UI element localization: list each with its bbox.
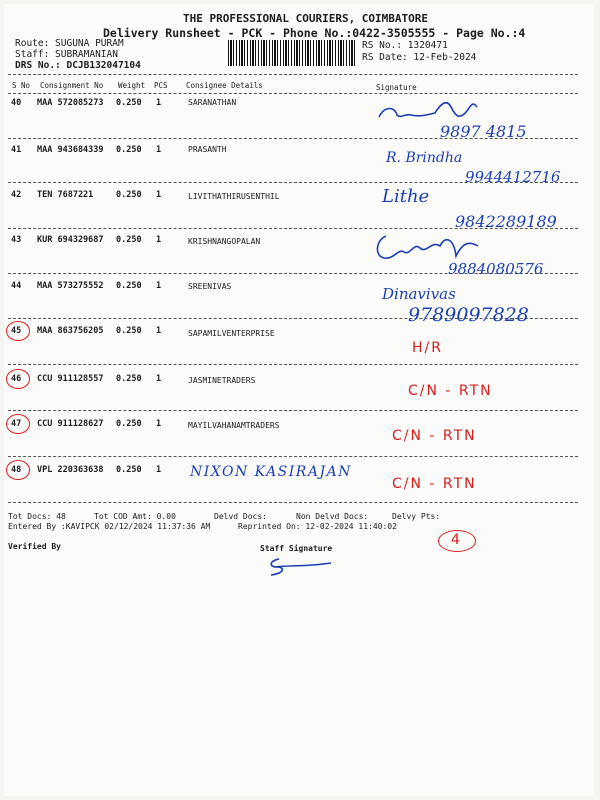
row-consignment: CCU 911128627	[37, 419, 104, 429]
rs-number: RS No.: 1320471	[362, 40, 448, 51]
row-pcs: 1	[156, 419, 162, 429]
row-consignee: KRISHNANGOPALAN	[188, 237, 261, 246]
row-separator	[8, 502, 578, 503]
row-consignee: PRASANTH	[188, 145, 227, 154]
row-46-circle	[6, 369, 30, 389]
row-sno: 47	[11, 419, 22, 429]
row-consignment: MAA 572085273	[37, 98, 104, 108]
row-sno: 45	[11, 326, 22, 336]
row-consignment: MAA 943684339	[37, 145, 104, 155]
row-consignee: MAYILVAHANAMTRADERS	[188, 421, 280, 430]
runsheet-title: Delivery Runsheet - PCK - Phone No.:0422-3505555 - Page No.:4	[103, 26, 526, 40]
row-weight: 0.250	[116, 281, 142, 291]
row-pcs: 1	[156, 281, 162, 291]
row-weight: 0.250	[116, 419, 142, 429]
row-consignment: CCU 911128557	[37, 374, 104, 384]
row-sno: 43	[11, 235, 22, 245]
row-45-circle	[6, 321, 30, 341]
row-45-note: H/R	[412, 340, 443, 356]
row-separator	[8, 456, 578, 457]
reprinted-on: Reprinted On: 12-02-2024 11:40:02	[238, 522, 397, 531]
row-weight: 0.250	[116, 465, 142, 475]
row-44-signature: Dinavivas	[382, 285, 456, 303]
staff: Staff: SUBRAMANIAN	[15, 49, 118, 60]
staff-signature	[265, 555, 337, 579]
row-pcs: 1	[156, 465, 162, 475]
row-48-note: C/N - RTN	[392, 476, 477, 492]
row-weight: 0.250	[116, 374, 142, 384]
row-weight: 0.250	[116, 98, 142, 108]
rs-date: RS Date: 12-Feb-2024	[362, 52, 477, 63]
row-weight: 0.250	[116, 145, 142, 155]
row-consignment: MAA 863756205	[37, 326, 104, 336]
row-43-phone: 9884080576	[448, 260, 544, 278]
total-docs: Tot Docs: 48	[8, 512, 66, 521]
row-46-note: C/N - RTN	[408, 383, 493, 399]
col-pcs: PCS	[154, 81, 168, 90]
row-sno: 40	[11, 98, 22, 108]
row-44-phone: 9789097828	[408, 304, 529, 326]
row-pcs: 1	[156, 326, 162, 336]
row-42-signature: Lithe	[382, 186, 430, 207]
col-weight: Weight	[118, 81, 146, 90]
row-separator	[8, 364, 578, 365]
total-cod: Tot COD Amt: 0.00	[94, 512, 176, 521]
header-separator	[8, 74, 578, 75]
row-pcs: 1	[156, 145, 162, 155]
row-pcs: 1	[156, 98, 162, 108]
row-consignee: SREENIVAS	[188, 282, 232, 291]
row-consignee: SARANATHAN	[188, 98, 237, 107]
row-consignment: KUR 694329687	[37, 235, 104, 245]
entered-by: Entered By :KAVIPCK 02/12/2024 11:37:36 AM	[8, 522, 211, 531]
row-consignee: SAPAMILVENTERPRISE	[188, 329, 275, 338]
col-consignee: Consignee Details	[186, 81, 263, 90]
row-42-phone: 9842289189	[455, 212, 557, 231]
row-consignee: LIVITHATHIRUSENTHIL	[188, 192, 280, 201]
page-number-handwritten: 4	[451, 532, 462, 548]
row-consignment: VPL 220363638	[37, 465, 104, 475]
non-delivered-docs: Non Delvd Docs:	[296, 512, 369, 521]
drs-number: DRS No.: DCJB132047104	[15, 60, 141, 71]
row-consignment: TEN 7687221	[37, 190, 94, 200]
route: Route: SUGUNA PURAM	[15, 38, 124, 49]
col-sno: S No	[12, 81, 31, 90]
row-41-name: R. Brindha	[386, 150, 463, 166]
row-sno: 41	[11, 145, 22, 155]
row-sno: 42	[11, 190, 22, 200]
row-sno: 48	[11, 465, 22, 475]
row-consignee: JASMINETRADERS	[188, 376, 256, 385]
row-47-note: C/N - RTN	[392, 428, 477, 444]
row-48-consignee-handwritten: NIXON KASIRAJAN	[190, 464, 352, 480]
row-40-phone: 9897 4815	[440, 122, 527, 141]
row-pcs: 1	[156, 190, 162, 200]
row-consignment: MAA 573275552	[37, 281, 104, 291]
row-weight: 0.250	[116, 235, 142, 245]
staff-signature-label: Staff Signature	[260, 544, 333, 553]
row-47-circle	[6, 414, 30, 434]
delivery-points: Delvy Pts:	[392, 512, 441, 521]
row-sno: 44	[11, 281, 22, 291]
row-41-phone: 9944412716	[465, 168, 561, 186]
row-weight: 0.250	[116, 326, 142, 336]
col-signature: Signature	[376, 83, 417, 92]
barcode	[228, 40, 356, 66]
verified-by: Verified By	[8, 542, 61, 551]
row-sno: 46	[11, 374, 22, 384]
delivered-docs: Delvd Docs:	[214, 512, 267, 521]
col-consignment: Consignment No	[40, 81, 104, 90]
row-separator	[8, 410, 578, 411]
row-pcs: 1	[156, 235, 162, 245]
row-48-circle	[6, 460, 30, 480]
company-name: THE PROFESSIONAL COURIERS, COIMBATORE	[183, 12, 429, 25]
row-pcs: 1	[156, 374, 162, 384]
row-weight: 0.250	[116, 190, 142, 200]
